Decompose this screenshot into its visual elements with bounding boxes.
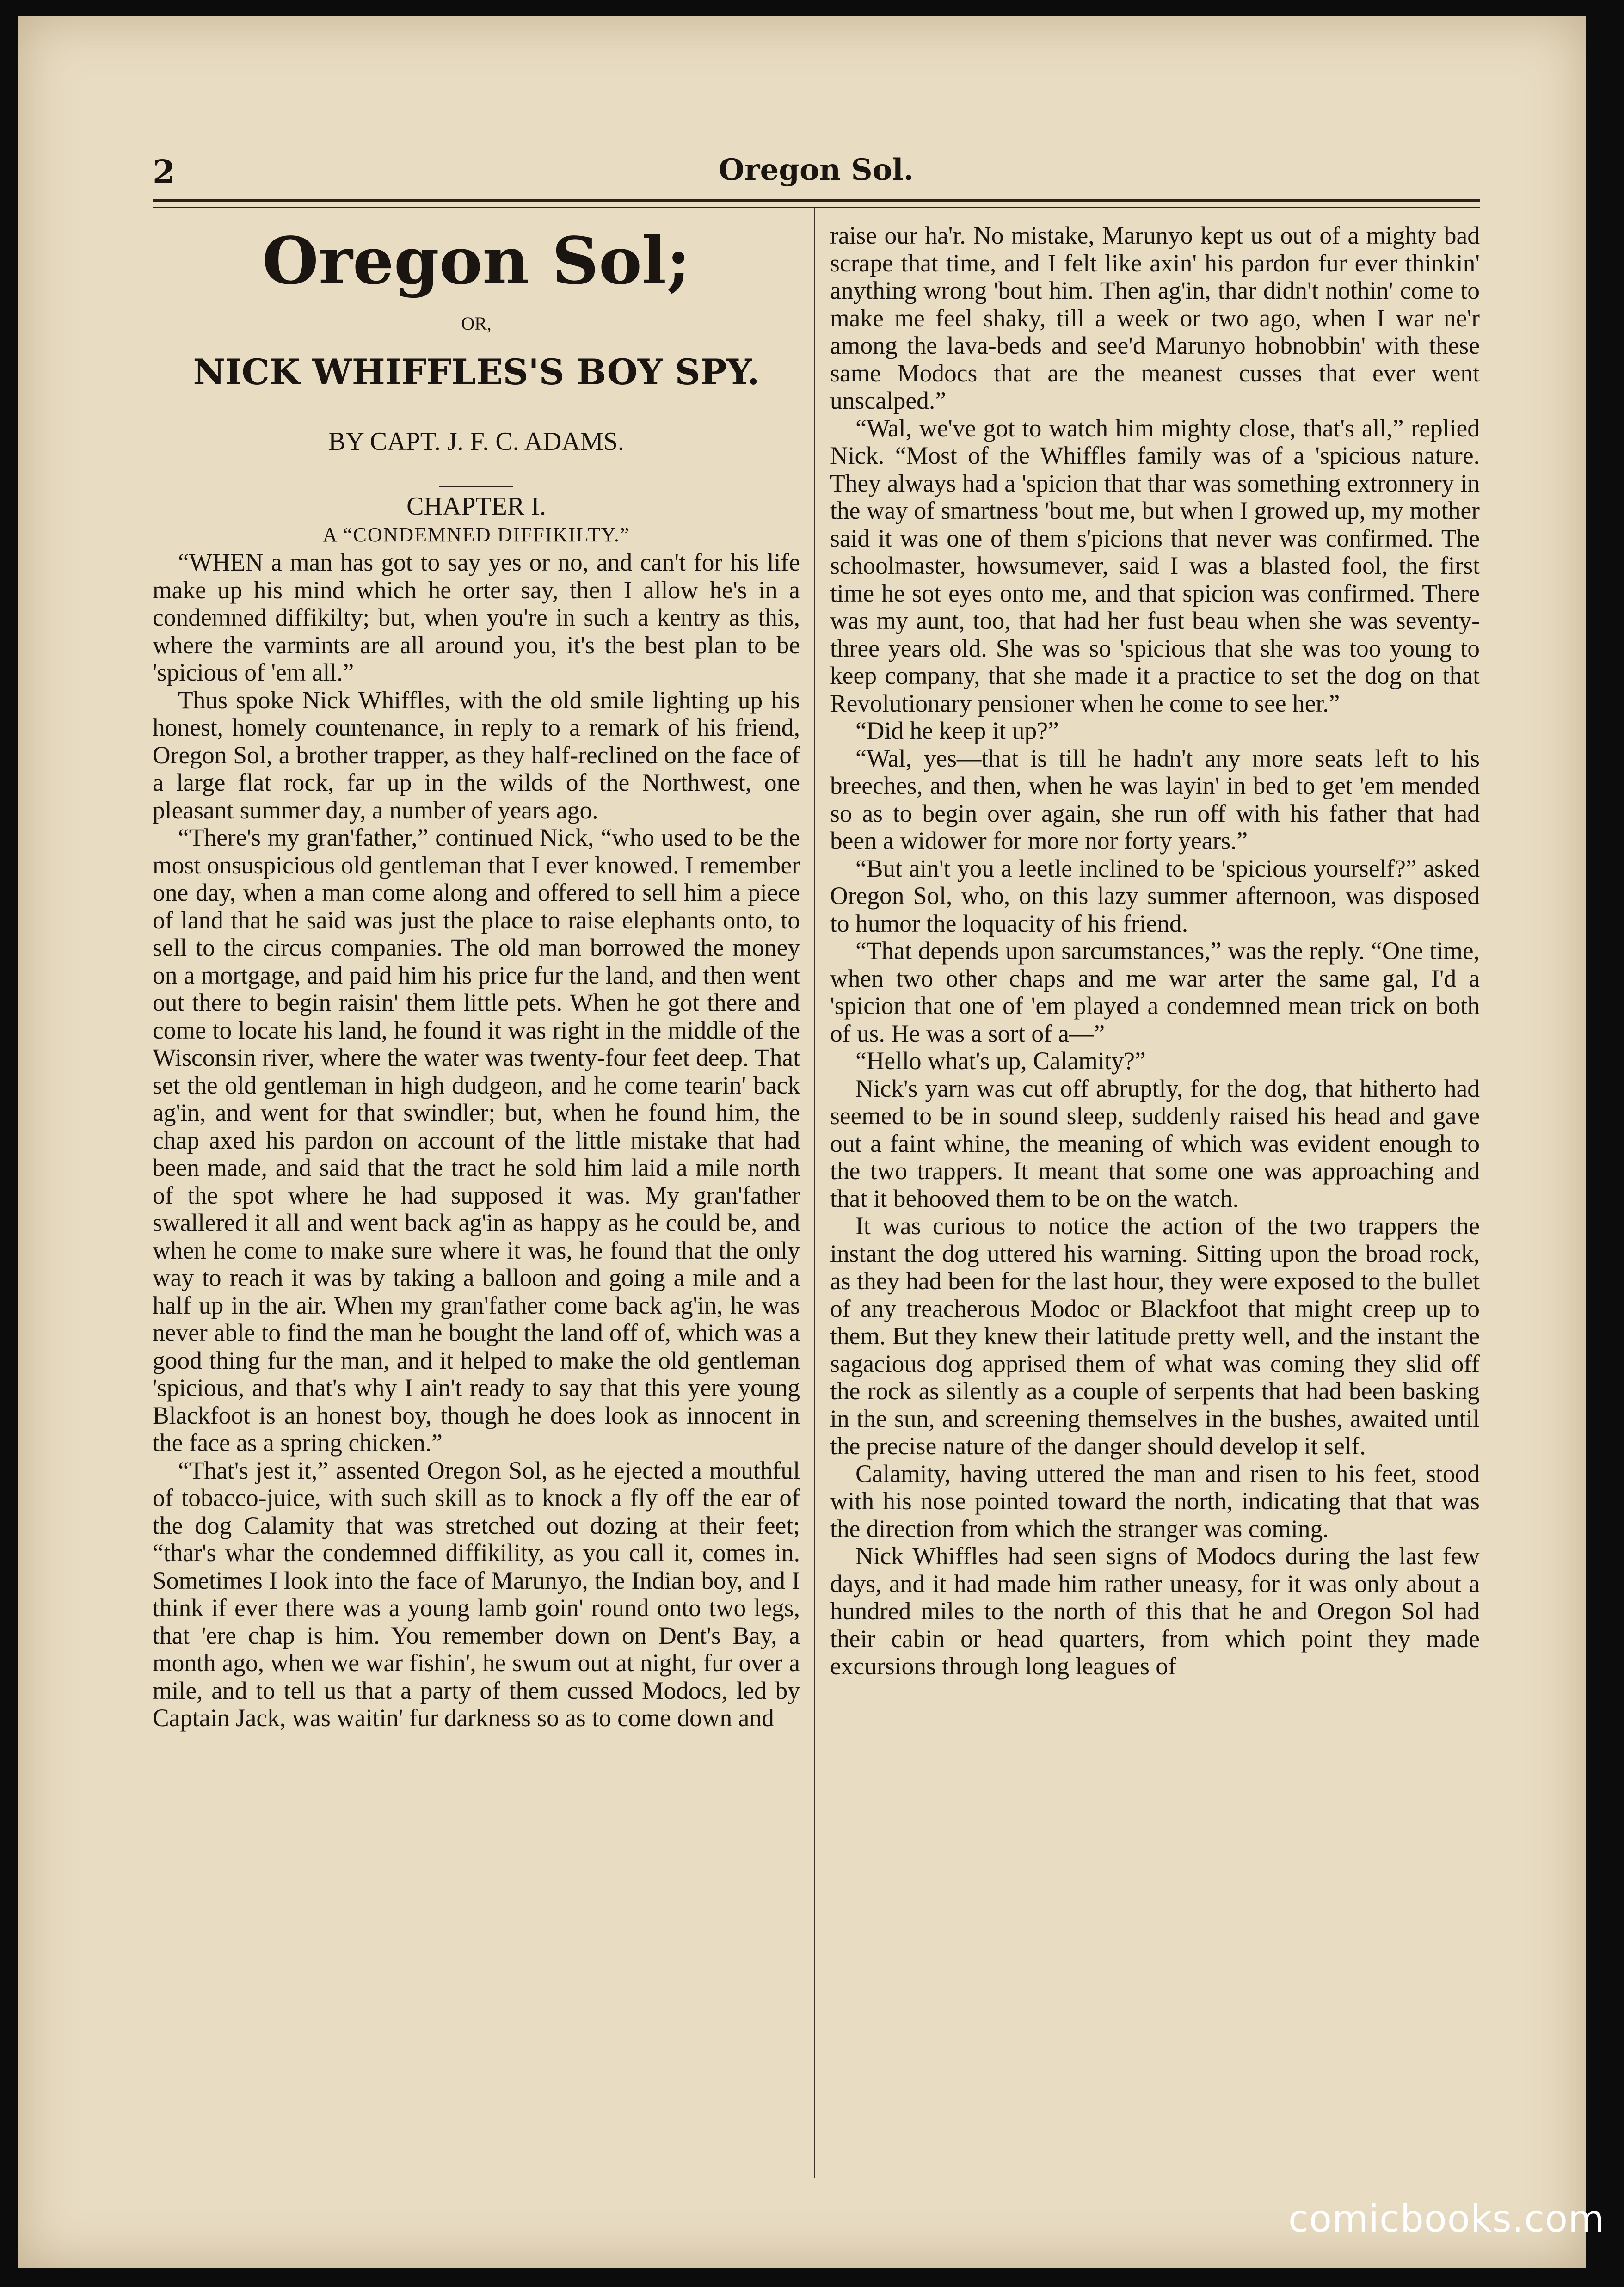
paragraph: “That's jest it,” assented Oregon Sol, as he ejected a mouthful of tobacco-juice, with such skill as to knock a fly off the ear of the dog Calamity that was stretched out dozing at their feet; “thar's whar the condemned diffikility, as you call it, comes in. Sometimes I look into the face of Marunyo, the Indian boy, and I think if ever there was a young lamb goin' round onto two legs, that 'ere chap is him. You remember down on Dent's Bay, a month ago, when we war fishin', he swum out at night, fur over a mile, and to tell us that a party of them cussed Modocs, led by Captain Jack, was waitin' fur darkness so as to come down and: [153, 1456, 800, 1732]
right-column: [830, 222, 1480, 1680]
paragraph: Nick's yarn was cut off abruptly, for the dog, that hitherto had seemed to be in sound sleep, suddenly raised his head and gave out a faint whine, the meaning of which was evident enough to the two trappers. It meant that some one was approaching and that it behooved them to be on the watch.: [830, 1074, 1480, 1212]
page-edge: [1586, 0, 1624, 2287]
paragraph: “But ain't you a leetle inclined to be 'spicious yourself?” asked Oregon Sol, who, on this lazy summer afternoon, was disposed to humor the loquacity of his friend.: [830, 854, 1480, 937]
chapter-subtitle: A “CONDEMNED DIFFIKILTY.”: [322, 523, 630, 546]
page-header: [153, 153, 1480, 199]
paragraph: raise our ha'r. No mistake, Marunyo kept us out of a mighty bad scrape that time, and I felt like axin' his pardon fur ever thinkin' anything wrong 'bout him. Then ag'in, thar didn't nothin' come to make me feel shaky, till a week or two ago, when I war ne'r among the lava-beds and see'd Marunyo hobnobbin' with these same Modocs that are the meanest cusses that ever went unscalped.”: [830, 221, 1480, 414]
paragraph: Thus spoke Nick Whiffles, with the old smile lighting up his honest, homely countenance, in reply to a remark of his friend, Oregon Sol, a brother trapper, as they half-reclined on the face of a large flat rock, far up in the wilds of the Northwest, one pleasant summer day, a number of years ago.: [153, 686, 800, 824]
story-subtitle: NICK WHIFFLES'S BOY SPY.: [193, 351, 760, 393]
paragraph: Calamity, having uttered the man and risen to his feet, stood with his nose pointed toward the north, indicating that that was the direction from which the stranger was coming.: [830, 1459, 1480, 1543]
paragraph: “That depends upon sarcumstances,” was the reply. “One time, when two other chaps and me war arter the same gal, I'd a 'spicion that one of 'em played a condemned mean trick on both of us. He was a sort of a—”: [830, 937, 1480, 1047]
header-rule-thin: [153, 207, 1480, 208]
story-title: Oregon Sol;: [262, 223, 690, 299]
column-divider: [814, 208, 815, 2178]
chapter-rule: [439, 486, 513, 487]
paragraph: It was curious to notice the action of the two trappers the instant the dog uttered his warning. Sitting upon the broad rock, as they had been for the last hour, they were exposed to the bullet of any treacherous Modoc or Blackfoot that might creep up to them. But they knew their latitude pretty well, and the instant the sagacious dog apprised them of what was coming they slid off the rock as silently as a couple of serpents that had been basking in the sun, and screening themselves in the bushes, awaited until the precise nature of the danger should develop it self.: [830, 1212, 1480, 1460]
story-or: OR,: [461, 313, 492, 334]
paragraph: “Did he keep it up?”: [855, 717, 1059, 744]
paragraph: “Wal, yes—that is till he hadn't any more seats left to his breeches, and then, when he was layin' in bed to get 'em mended so as to begin over again, she run off with his father that had been a widower for more nor forty years.”: [830, 744, 1480, 855]
paragraph: “There's my gran'father,” continued Nick, “who used to be the most onsuspicious old gentleman that I ever knowed. I remember one day, when a man come along and offered to sell him a piece of land that he said was just the place to raise elephants onto, to sell to the circus companies. The old man borrowed the money on a mortgage, and paid him his price fur the land, and then went out there to begin raisin' them little pets. When he got there and come to locate his land, he found it was right in the middle of the Wisconsin river, where the water was twenty-four feet deep. That set the old gentleman in high dudgeon, and he come tearin' back ag'in, and went for that swindler; but, when he found him, the chap axed his pardon on account of the little mistake that had been made, and said that the tract he sold him laid a mile north of the spot where he had supposed it was. My gran'father swallered it all and went back ag'in as happy as he could be, and when he come to make sure where it was, he found that the only way to reach it was by taking a balloon and going a mile and a half up in the air. When my gran'father come back ag'in, he was never able to find the man he bought the land off of, which was a good thing fur the man, and it helped to make the old gentleman 'spicious, and that's why I ain't ready to say that this yere young Blackfoot is an honest boy, though he does look as innocent in the face as a spring chicken.”: [153, 824, 800, 1457]
left-column: [153, 217, 800, 1732]
paragraph: “Wal, we've got to watch him mighty close, that's all,” replied Nick. “Most of the Whiffles family was of a 'spicious nature. They always had a 'spicion that thar was something extronnery in the way of smartness 'bout me, but when I growed up, my mother said it was one of them s'picions that never was confirmed. The schoolmaster, howsumever, said I was a blasted fool, the first time he sot eyes onto me, and that spicion was confirmed. There was my aunt, too, that had her fust beau when she was seventy-three years old. She was so 'spicious that she was too young to keep company, that she made it a practice to set the dog on that Revolutionary pensioner when he come to see her.”: [830, 414, 1480, 717]
chapter-heading: CHAPTER I.: [406, 492, 546, 521]
running-head: Oregon Sol.: [719, 153, 914, 187]
page-number: 2: [153, 153, 175, 191]
header-rule: [153, 199, 1480, 202]
story-byline: BY CAPT. J. F. C. ADAMS.: [328, 427, 624, 456]
paragraph: Nick Whiffles had seen signs of Modocs during the last few days, and it had made him rather uneasy, for it was only about a hundred miles to the north of this that he and Oregon Sol had their cabin or head quarters, from which point they made excursions through long leagues of: [830, 1542, 1480, 1680]
paragraph: “WHEN a man has got to say yes or no, and can't for his life make up his mind which he orter say, then I allow he's in a condemned diffikilty; but, when you're in such a kentry as this, where the varmints are all around you, it's the best plan to be 'spicious of 'em all.”: [153, 548, 800, 686]
paragraph: “Hello what's up, Calamity?”: [855, 1047, 1146, 1075]
watermark: comicbooks.com: [1288, 2197, 1605, 2240]
